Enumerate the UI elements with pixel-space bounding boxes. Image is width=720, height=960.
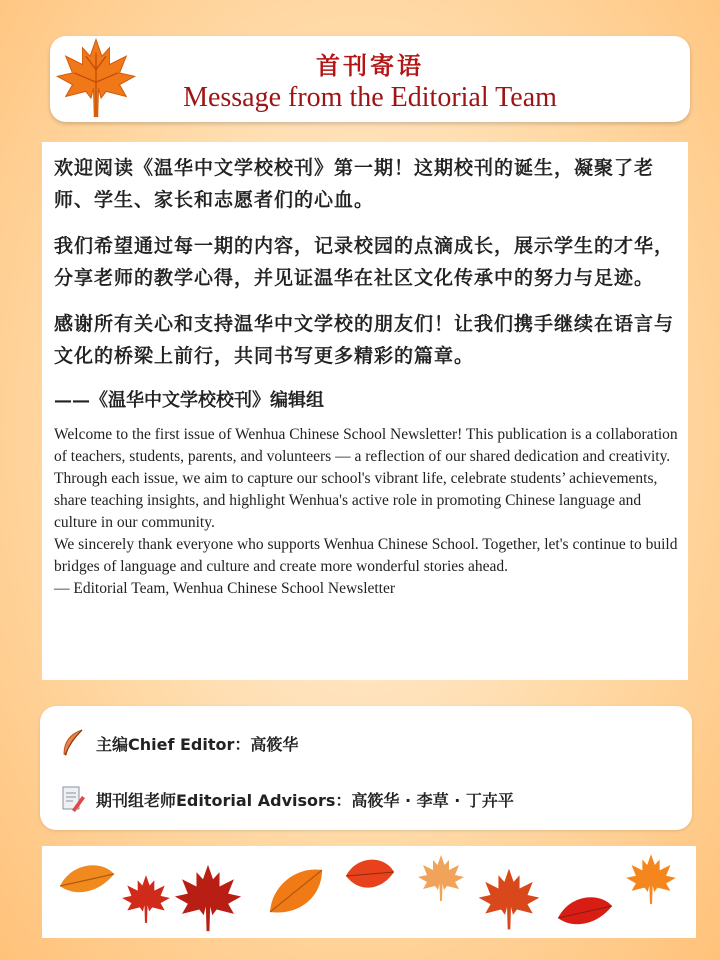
english-paragraph: Welcome to the first issue of Wenhua Chinese School Newsletter! This publication is a collaboration of teachers, students, parents, and volunteers — a reflection of our shared dedication and creativity. [54, 426, 678, 465]
english-paragraph: We sincerely thank everyone who supports Wenhua Chinese School. Together, let's continue to build bridges of language and culture and create more wonderful stories ahead. [54, 536, 678, 575]
advisors-label: 期刊组老师Editorial Advisors： [96, 790, 352, 810]
chief-editor-row [60, 728, 298, 758]
title-card [50, 36, 690, 122]
english-message [54, 424, 678, 600]
advisors-names: 高筱华 · 李草 · 丁卉平 [351, 790, 514, 810]
autumn-leaf-icon [554, 888, 616, 932]
chinese-paragraph: 欢迎阅读《温华中文学校校刊》第一期！这期校刊的诞生，凝聚了老师、学生、家长和志愿者们的心血。 [54, 157, 655, 211]
chief-editor-label: 主编Chief Editor： [96, 734, 251, 754]
chief-editor-name: 高筱华 [250, 734, 299, 754]
advisors-row [60, 784, 514, 814]
page-title-chinese: 首刊寄语 [316, 52, 424, 80]
chinese-paragraph: 感谢所有关心和支持温华中文学校的朋友们！让我们携手继续在语言与文化的桥梁上前行，共同书写更多精彩的篇章。 [54, 313, 675, 367]
maple-leaf-icon [172, 860, 244, 936]
english-signature: — Editorial Team, Wenhua Chinese School Newsletter [54, 580, 396, 597]
chinese-signature: ——《温华中文学校校刊》编辑组 [54, 390, 324, 411]
english-paragraph: Through each issue, we aim to capture our school's vibrant life, celebrate students’ achievements, share teaching insights, and highlight Wenhua's active role in promoting Chinese language and culture in our community. [54, 470, 658, 531]
maple-leaf-icon [474, 866, 544, 932]
autumn-leaf-icon [56, 856, 118, 904]
maple-leaf-icon [624, 852, 678, 906]
maple-leaf-icon [120, 868, 172, 930]
chinese-paragraph: 我们希望通过每一期的内容，记录校园的点滴成长，展示学生的才华，分享老师的教学心得，并见证温华在社区文化传承中的努力与足迹。 [54, 235, 675, 289]
page-title-english: Message from the Editorial Team [183, 82, 557, 113]
editors-card [40, 706, 692, 830]
autumn-leaves-banner [42, 846, 696, 938]
autumn-leaf-icon [342, 850, 398, 900]
maple-leaf-icon [416, 852, 466, 904]
feather-quill-icon [60, 728, 86, 758]
message-card [42, 142, 688, 680]
document-pen-icon [60, 784, 86, 814]
autumn-leaf-icon [264, 862, 328, 922]
